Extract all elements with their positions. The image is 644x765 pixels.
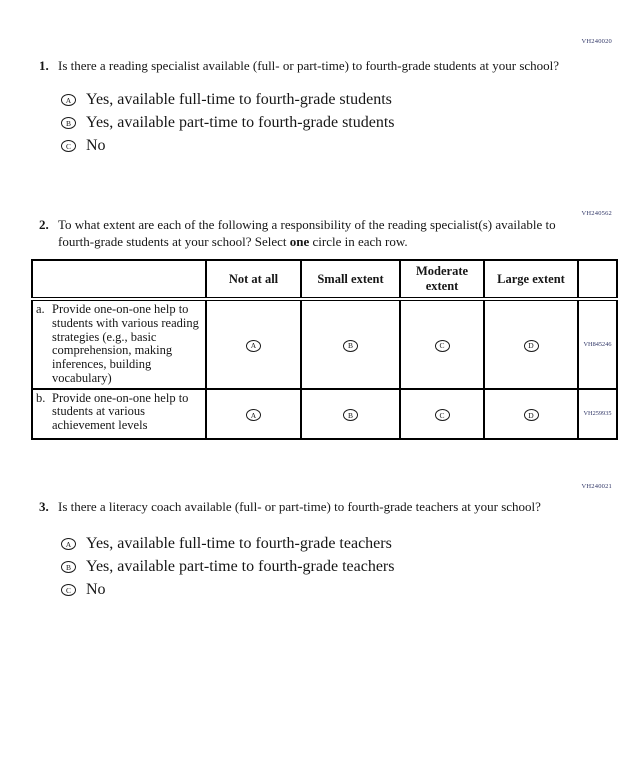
matrix-bubble-d[interactable]: D [524, 409, 539, 421]
question-2-number: 2. [39, 217, 49, 232]
matrix-row-a [32, 299, 617, 389]
matrix-bubble-c[interactable]: C [435, 409, 450, 421]
item-code-q1: VH240020 [581, 38, 612, 45]
question-1 [39, 57, 563, 74]
matrix-row-a-stem [32, 299, 206, 389]
option-bubble-b[interactable]: B [61, 561, 76, 573]
matrix-bubble-a[interactable]: A [246, 340, 261, 352]
matrix-cell [484, 299, 578, 389]
matrix-cell [301, 389, 400, 439]
option-bubble-a[interactable]: A [61, 94, 76, 106]
option-label: No [86, 137, 106, 154]
question-3-number: 3. [39, 499, 49, 514]
bold-one: one [289, 234, 310, 250]
matrix-header-stem-blank [32, 260, 206, 299]
question-2-prompt: To what extent are each of the following a responsibility of the reading specialist(s) available to fourth-grade students at your school? Select one circle in each row. [58, 217, 556, 250]
question-3 [39, 498, 563, 515]
item-code-q3: VH240021 [581, 483, 612, 490]
question-1-options [61, 93, 395, 162]
matrix-cell [206, 299, 301, 389]
matrix-header-moderate-extent: Moderate extent [400, 260, 484, 299]
question-3-options [61, 537, 394, 606]
option-row [61, 537, 394, 551]
option-label: Yes, available part-time to fourth-grade students [86, 114, 395, 131]
question-3-prompt: Is there a literacy coach available (full- or part-time) to fourth-grade teachers at your school? [58, 499, 541, 514]
matrix-cell [400, 389, 484, 439]
matrix-cell [206, 389, 301, 439]
row-letter: a. [36, 302, 45, 316]
option-label: Yes, available full-time to fourth-grade teachers [86, 535, 392, 552]
item-code-q2: VH240562 [581, 210, 612, 217]
matrix-cell [301, 299, 400, 389]
option-label: Yes, available full-time to fourth-grade students [86, 91, 392, 108]
matrix-bubble-b[interactable]: B [343, 409, 358, 421]
extent-matrix-table [31, 259, 618, 440]
question-1-prompt: Is there a reading specialist available (full- or part-time) to fourth-grade students at your school? [58, 58, 560, 73]
matrix-header-not-at-all: Not at all [206, 260, 301, 299]
row-label: Provide one-on-one help to students with various reading strategies (e.g., basic comprehension, making inferences, building vocabulary) [52, 302, 199, 385]
option-label: No [86, 581, 106, 598]
matrix-row-b [32, 389, 617, 439]
option-row [61, 560, 394, 574]
row-letter: b. [36, 390, 46, 405]
option-label: Yes, available part-time to fourth-grade teachers [86, 558, 395, 575]
option-row [61, 583, 394, 597]
matrix-row-b-stem [32, 389, 206, 439]
option-bubble-a[interactable]: A [61, 538, 76, 550]
matrix-bubble-c[interactable]: C [435, 340, 450, 352]
matrix-cell [484, 389, 578, 439]
option-row [61, 116, 395, 130]
item-code-row-a: VH845246 [578, 299, 617, 389]
option-bubble-c[interactable]: C [61, 584, 76, 596]
matrix-header-row [32, 260, 617, 299]
matrix-header-small-extent: Small extent [301, 260, 400, 299]
matrix-header-large-extent: Large extent [484, 260, 578, 299]
matrix-bubble-b[interactable]: B [343, 340, 358, 352]
option-bubble-b[interactable]: B [61, 117, 76, 129]
question-2 [39, 216, 570, 250]
matrix-bubble-d[interactable]: D [524, 340, 539, 352]
matrix-header-code-blank [578, 260, 617, 299]
option-row [61, 93, 395, 107]
option-bubble-c[interactable]: C [61, 140, 76, 152]
matrix-bubble-a[interactable]: A [246, 409, 261, 421]
question-1-number: 1. [39, 58, 49, 73]
item-code-row-b: VH259935 [578, 389, 617, 439]
matrix-cell [400, 299, 484, 389]
row-label: Provide one-on-one help to students at various achievement levels [52, 390, 189, 432]
option-row [61, 139, 395, 153]
